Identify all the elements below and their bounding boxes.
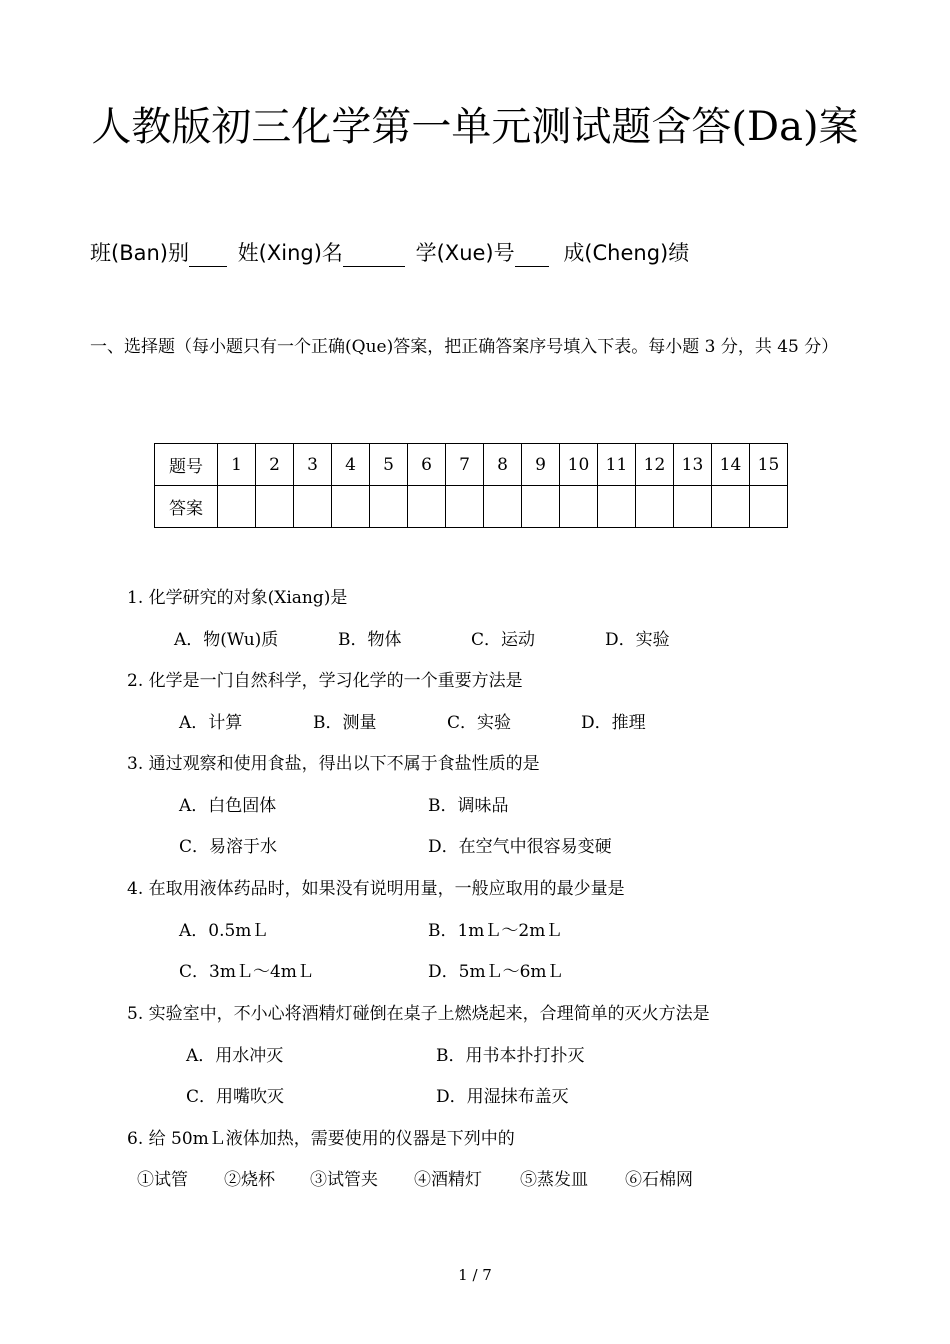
question-6-item-6: ⑥石棉网 [625, 1170, 693, 1190]
class-label: 班(Ban)别 [90, 241, 189, 265]
number-cell: 4 [332, 444, 370, 486]
answer-cell[interactable] [370, 486, 408, 528]
row-label-answer: 答案 [155, 486, 218, 528]
number-cell: 7 [446, 444, 484, 486]
class-blank [189, 236, 227, 267]
question-6-item-3: ③试管夹 [310, 1170, 378, 1190]
question-1-option-c: C．运动 [471, 630, 536, 650]
number-cell: 1 [218, 444, 256, 486]
question-4-option-a: A．0.5mＬ [179, 921, 269, 941]
answer-cell[interactable] [218, 486, 256, 528]
question-1-stem: 1. 化学研究的对象(Xiang)是 [127, 588, 348, 608]
number-cell: 10 [560, 444, 598, 486]
number-blank [515, 236, 549, 267]
section-heading: 一、选择题（每小题只有一个正确(Que)答案，把正确答案序号填入下表。每小题 3 分，共 45 分） [90, 337, 839, 357]
question-2-option-a: A．计算 [179, 713, 243, 733]
question-4-option-b: B．1mＬ～2mＬ [428, 921, 563, 941]
question-5-option-c: C．用嘴吹灭 [186, 1087, 285, 1107]
answer-cell[interactable] [598, 486, 636, 528]
answer-cell[interactable] [750, 486, 788, 528]
number-cell: 2 [256, 444, 294, 486]
number-cell: 13 [674, 444, 712, 486]
number-cell: 11 [598, 444, 636, 486]
question-5-option-a: A．用水冲灭 [186, 1046, 284, 1066]
question-1-option-b: B．物体 [338, 630, 402, 650]
answer-cell[interactable] [332, 486, 370, 528]
answer-cell[interactable] [636, 486, 674, 528]
question-2-option-d: D．推理 [581, 713, 646, 733]
question-6-item-5: ⑤蒸发皿 [520, 1170, 588, 1190]
answer-table [154, 443, 788, 528]
name-label: 姓(Xing)名 [237, 241, 343, 265]
student-info-line [90, 236, 689, 267]
answer-cell[interactable] [674, 486, 712, 528]
question-5-option-b: B．用书本扑打扑灭 [436, 1046, 585, 1066]
number-cell: 3 [294, 444, 332, 486]
number-cell: 14 [712, 444, 750, 486]
number-cell: 15 [750, 444, 788, 486]
question-5-stem: 5. 实验室中，不小心将酒精灯碰倒在桌子上燃烧起来，合理简单的灭火方法是 [127, 1004, 710, 1024]
answer-table-answer-row [155, 486, 788, 528]
answer-cell[interactable] [446, 486, 484, 528]
question-2-option-b: B．测量 [313, 713, 377, 733]
question-6-item-2: ②烧杯 [224, 1170, 275, 1190]
question-4-stem: 4. 在取用液体药品时，如果没有说明用量，一般应取用的最少量是 [127, 879, 625, 899]
question-4-option-d: D．5mＬ～6mＬ [428, 962, 564, 982]
number-label: 学(Xue)号 [415, 241, 515, 265]
name-blank [343, 236, 405, 267]
question-3-option-b: B．调味品 [428, 796, 509, 816]
number-cell: 6 [408, 444, 446, 486]
number-cell: 5 [370, 444, 408, 486]
question-2-option-c: C．实验 [447, 713, 512, 733]
question-5-option-d: D．用湿抹布盖灭 [436, 1087, 569, 1107]
question-3-option-d: D．在空气中很容易变硬 [428, 837, 612, 857]
number-cell: 12 [636, 444, 674, 486]
page-number: 1 / 7 [458, 1266, 492, 1284]
answer-cell[interactable] [712, 486, 750, 528]
question-2-stem: 2. 化学是一门自然科学，学习化学的一个重要方法是 [127, 671, 523, 691]
answer-table-number-row [155, 444, 788, 486]
score-label: 成(Cheng)绩 [563, 241, 690, 265]
answer-cell[interactable] [522, 486, 560, 528]
answer-cell[interactable] [484, 486, 522, 528]
answer-cell[interactable] [256, 486, 294, 528]
question-1-option-d: D．实验 [605, 630, 670, 650]
number-cell: 9 [522, 444, 560, 486]
question-6-item-1: ①试管 [137, 1170, 188, 1190]
row-label-number: 题号 [155, 444, 218, 486]
question-1-option-a: A．物(Wu)质 [174, 630, 279, 650]
question-6-item-4: ④酒精灯 [414, 1170, 482, 1190]
number-cell: 8 [484, 444, 522, 486]
question-4-option-c: C．3mＬ～4mＬ [179, 962, 314, 982]
question-3-stem: 3. 通过观察和使用食盐，得出以下不属于食盐性质的是 [127, 754, 540, 774]
question-6-stem: 6. 给 50mＬ液体加热，需要使用的仪器是下列中的 [127, 1129, 515, 1149]
question-3-option-a: A．白色固体 [179, 796, 277, 816]
answer-cell[interactable] [294, 486, 332, 528]
question-3-option-c: C．易溶于水 [179, 837, 278, 857]
answer-cell[interactable] [408, 486, 446, 528]
answer-cell[interactable] [560, 486, 598, 528]
document-title: 人教版初三化学第一单元测试题含答(Da)案 [91, 104, 859, 150]
